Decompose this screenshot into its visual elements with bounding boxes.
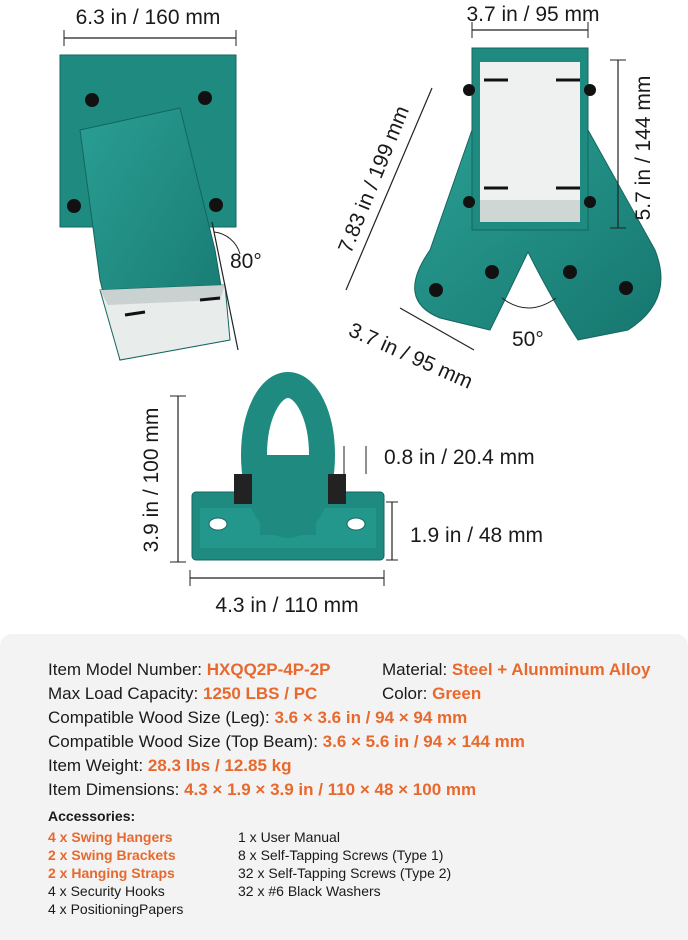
- accessory-item: 4 x Swing Hangers: [48, 829, 173, 845]
- accessory-item: 32 x Self-Tapping Screws (Type 2): [238, 865, 452, 881]
- beam-bracket-angle-label: 50°: [512, 328, 544, 351]
- accessories-left-list: [48, 828, 183, 918]
- bolt-icon: [85, 93, 99, 107]
- accessory-item: 2 x Swing Brackets: [48, 847, 176, 863]
- accessory-item: 2 x Hanging Straps: [48, 865, 175, 881]
- accessory-item: 4 x PositioningPapers: [48, 901, 184, 917]
- hanger-base-height-dim: [386, 502, 543, 560]
- spec-load: Max Load Capacity: 1250 LBS / PC: [48, 684, 318, 703]
- spec-model: Item Model Number: HXQQ2P-4P-2P: [48, 660, 331, 679]
- hanger-height-dim: [140, 396, 186, 562]
- leg-bracket: [60, 55, 236, 360]
- beam-bracket: [415, 48, 661, 340]
- beam-bracket-angle-dim: [502, 298, 556, 351]
- hanger-base-width-dim: [190, 570, 384, 617]
- spec-wood-leg: Compatible Wood Size (Leg): 3.6 × 3.6 in / 94 × 94 mm: [48, 708, 468, 727]
- bolt-icon: [584, 84, 596, 96]
- bolt-icon: [619, 281, 633, 295]
- spec-wood-beam: Compatible Wood Size (Top Beam): 3.6 × 5.6 in / 94 × 144 mm: [48, 732, 525, 751]
- bolt-icon: [463, 196, 475, 208]
- beam-bracket-width-dim: [466, 3, 599, 38]
- specs-panel: [0, 634, 688, 940]
- hanger-base-height-label: 1.9 in / 48 mm: [410, 524, 544, 547]
- leg-bracket-angle-label: 80°: [230, 250, 262, 273]
- accessories-title: Accessories:: [48, 808, 136, 824]
- hanger-nut-label: 0.8 in / 20.4 mm: [384, 446, 535, 469]
- bolt-icon: [198, 91, 212, 105]
- bolt-icon: [67, 199, 81, 213]
- accessory-item: 32 x #6 Black Washers: [238, 883, 381, 899]
- hanger-height-label: 3.9 in / 100 mm: [140, 407, 163, 553]
- accessory-item: 1 x User Manual: [238, 829, 340, 845]
- leg-bracket-width-dim: [64, 6, 236, 46]
- swing-hanger: [192, 385, 384, 560]
- spec-material: Material: Steel + Alunminum Alloy: [382, 660, 651, 679]
- beam-bracket-diagonal-label: 7.83 in / 199 mm: [334, 102, 414, 257]
- accessories-right-list: [238, 828, 451, 900]
- spec-dimensions: Item Dimensions: 4.3 × 1.9 × 3.9 in / 110 × 48 × 100 mm: [48, 780, 477, 799]
- accessory-item: 8 x Self-Tapping Screws (Type 1): [238, 847, 444, 863]
- beam-bracket-width-label: 3.7 in / 95 mm: [466, 3, 600, 26]
- beam-bracket-leg-label: 3.7 in / 95 mm: [345, 318, 477, 394]
- leg-bracket-width-label: 6.3 in / 160 mm: [75, 6, 221, 29]
- accessory-item: 4 x Security Hooks: [48, 883, 165, 899]
- spec-color: Color: Green: [382, 684, 482, 703]
- bolt-icon: [463, 84, 475, 96]
- bolt-icon: [429, 283, 443, 297]
- bolt-icon: [209, 198, 223, 212]
- beam-bracket-height-label: 5.7 in / 144 mm: [632, 75, 655, 221]
- bolt-icon: [485, 265, 499, 279]
- bolt-icon: [584, 196, 596, 208]
- beam-bracket-diagonal-dim: [334, 88, 432, 290]
- spec-weight: Item Weight: 28.3 lbs / 12.85 kg: [48, 756, 292, 775]
- hanger-base-width-label: 4.3 in / 110 mm: [215, 594, 359, 617]
- bolt-icon: [563, 265, 577, 279]
- hanger-nut-dim: [344, 446, 535, 474]
